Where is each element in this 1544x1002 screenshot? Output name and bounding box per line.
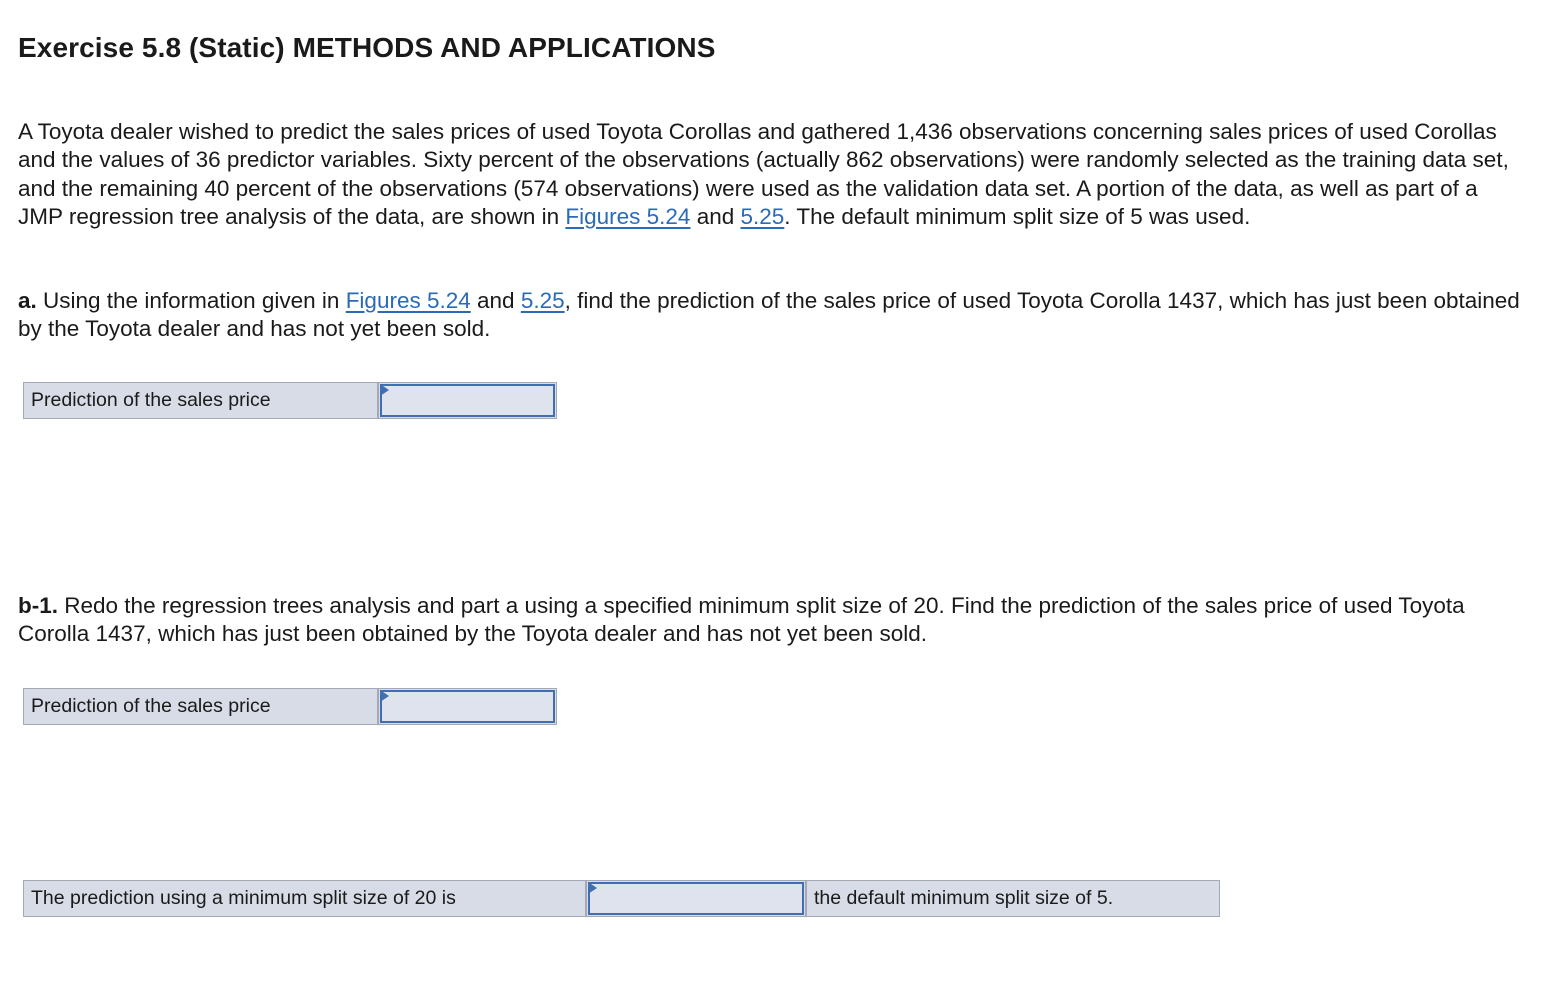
part-a-figure-5-25-link[interactable]: 5.25 [520, 288, 565, 313]
figures-5-24-link[interactable]: Figures 5.24 [565, 203, 691, 229]
intro-paragraph [18, 118, 1523, 231]
part-a-answer-row [23, 382, 557, 419]
part-b2-comparison-cell [586, 880, 806, 917]
part-b1-answer-label: Prediction of the sales price [23, 688, 378, 725]
figure-5-25-link[interactable]: 5.25 [740, 203, 785, 229]
part-a-answer-label: Prediction of the sales price [23, 382, 378, 419]
part-a-answer-cell [378, 382, 557, 419]
part-b1-label: b-1. [18, 593, 59, 618]
part-a-sales-price-input[interactable] [380, 384, 555, 417]
part-a-label: a. [18, 288, 37, 313]
part-b1-text: Redo the regression trees analysis and part a using a specified minimum split size of 20. Find the prediction of the sales price of used Toyota Corolla 1437, which has just been obtained by the Toyota dealer and has not yet been sold. [18, 593, 1465, 647]
part-b1-sales-price-input[interactable] [380, 690, 555, 723]
part-a-text-3: , find the prediction of the sales price of used Toyota Corolla 1437, which has just been obtained by the Toyota dealer and has not yet been sold. [18, 288, 1520, 342]
intro-text-2: and [690, 203, 741, 229]
part-b2-answer-row [23, 880, 1220, 917]
intro-text-1: A Toyota dealer wished to predict the sales prices of used Toyota Corollas and gathered 1,436 observations concerning sales prices of used Corollas and the values of 36 predictor variables. Sixty percent of the observations (actually 862 observations) were randomly selected as the training data set, and the remaining 40 percent of the observations (574 observations) were used as the validation data set. A portion of the data, as well as part of a JMP regression tree analysis of the data, are shown in [18, 119, 1509, 229]
part-a-question [18, 287, 1523, 344]
part-b1-answer-row [23, 688, 557, 725]
part-b1-answer-cell [378, 688, 557, 725]
part-b2-comparison-dropdown[interactable] [588, 882, 804, 915]
intro-text-3: . The default minimum split size of 5 was used. [784, 203, 1251, 229]
part-b1-question [18, 592, 1523, 649]
part-b2-tail-label: the default minimum split size of 5. [806, 880, 1220, 917]
part-a-figures-5-24-link[interactable]: Figures 5.24 [345, 288, 471, 313]
part-a-text-1: Using the information given in [36, 288, 346, 313]
part-b2-lead-label: The prediction using a minimum split size of 20 is [23, 880, 586, 917]
part-a-text-2: and [470, 288, 521, 313]
exercise-title: Exercise 5.8 (Static) METHODS AND APPLICATIONS [18, 32, 716, 63]
